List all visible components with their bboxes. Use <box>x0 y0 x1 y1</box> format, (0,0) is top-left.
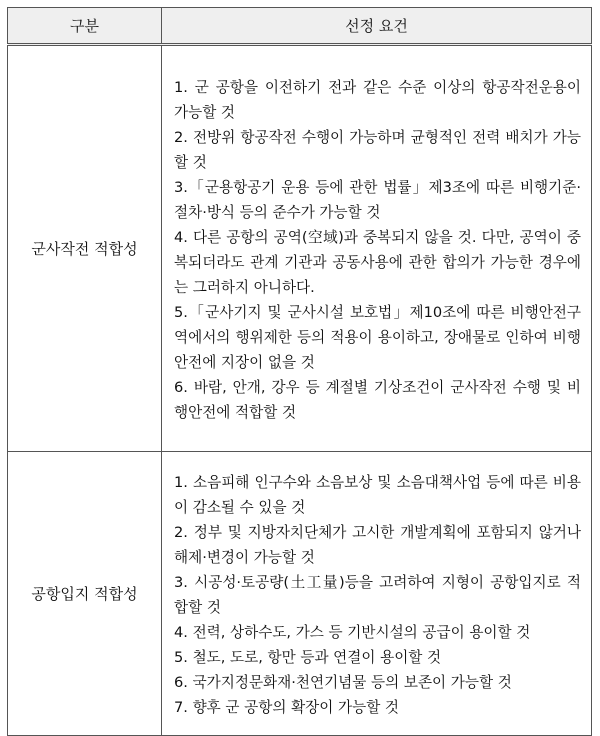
table-row-airport-site <box>8 452 592 736</box>
requirement-item: 7. 향후 군 공항의 확장이 가능할 것 <box>174 699 400 716</box>
requirement-item: 5.「군사기지 및 군사시설 보호법」제10조에 따른 비행안전구역에서의 행위제한 등의 적용이 용이하고, 장애물로 인하여 비행안전에 지장이 없을 것 <box>174 304 581 371</box>
header-category: 구분 <box>8 8 162 45</box>
category-cell: 군사작전 적합성 <box>8 45 162 452</box>
requirement-item: 5. 철도, 도로, 항만 등과 연결이 용이할 것 <box>174 649 442 666</box>
requirement-item: 4. 다른 공항의 공역(空域)과 중복되지 않을 것. 다만, 공역이 중복되더라도 관계 기관과 공동사용에 관한 합의가 가능한 경우에는 그러하지 아니하다. <box>174 229 581 296</box>
table-row-military <box>8 45 592 452</box>
requirement-item: 2. 전방위 항공작전 수행이 가능하며 균형적인 전력 배치가 가능 할 것 <box>174 129 581 171</box>
requirements-cell <box>162 452 592 736</box>
header-requirements: 선정 요건 <box>162 8 592 45</box>
requirement-item: 6. 국가지정문화재·천연기념물 등의 보존이 가능할 것 <box>174 674 512 691</box>
requirement-item: 3. 시공성·토공량(土工量)등을 고려하여 지형이 공항입지로 적합할 것 <box>174 574 581 616</box>
header-row <box>8 8 592 45</box>
requirements-cell <box>162 45 592 452</box>
requirement-item: 3.「군용항공기 운용 등에 관한 법률」제3조에 따른 비행기준·절차·방식 등의 준수가 가능할 것 <box>174 179 581 221</box>
requirement-item: 1. 소음피해 인구수와 소음보상 및 소음대책사업 등에 따른 비용이 감소될 수 있을 것 <box>174 474 581 516</box>
requirements-table <box>7 7 592 736</box>
requirement-item: 4. 전력, 상하수도, 가스 등 기반시설의 공급이 용이할 것 <box>174 624 531 641</box>
requirement-item: 2. 정부 및 지방자치단체가 고시한 개발계획에 포함되지 않거나 해제·변경이 가능할 것 <box>174 524 581 566</box>
requirement-item: 6. 바람, 안개, 강우 등 계절별 기상조건이 군사작전 수행 및 비행안전에 적합할 것 <box>174 379 581 421</box>
category-cell: 공항입지 적합성 <box>8 452 162 736</box>
requirement-item: 1. 군 공항을 이전하기 전과 같은 수준 이상의 항공작전운용이 가능할 것 <box>174 79 581 121</box>
